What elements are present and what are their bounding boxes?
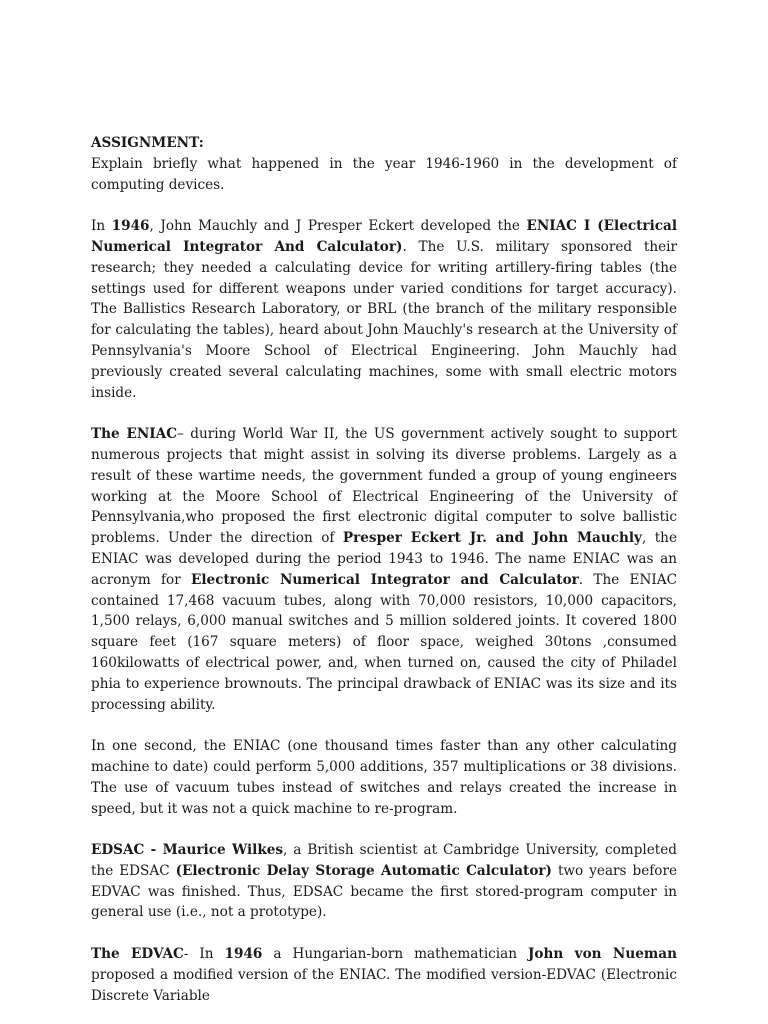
text-run: . The U.S. military sponsored their research; they needed a calculating device for writing artillery-firing tables (the settings used for different weapons under varied conditions for target accuracy). The Ballistics Research Laboratory, or BRL (the branch of the military responsible for calculating the tables), heard about John Mauchly's research at the University of Pennsylvania's Moore School of Electrical Engineering. John Mauchly had previously created several calculating machines, some with small electric motors inside. xyxy=(91,238,677,401)
paragraph-eniac-speed xyxy=(91,736,677,819)
bold-text: The ENIAC xyxy=(91,426,178,443)
text-run: – during World War II, the US government actively sought to support numerous projects that might assist in solving its diverse problems. Largely as a result of these wartime needs, the government funded a group of young engineers working at the Moore School of Electrical Engineering of the University of Pennsylvania,who proposed the first electronic digital computer to solve ballistic problems. Under the direction of xyxy=(91,426,677,547)
text-run: a Hungarian-born mathematician xyxy=(262,946,528,963)
text-run: - In xyxy=(183,946,225,963)
text-run: proposed a modified version of the ENIAC. The modified version-EDVAC (Electronic Discrete Variable xyxy=(91,966,677,1004)
bold-text: ENIAC I (Electrical Numerical Integrator And Calculator) xyxy=(91,218,677,255)
bold-text: EDSAC - Maurice Wilkes xyxy=(91,842,284,859)
bold-text: Electronic Numerical Integrator and Calculator xyxy=(191,571,579,588)
text-run: In xyxy=(91,218,112,235)
bold-text: Presper Eckert Jr. and John Mauchly xyxy=(342,530,642,547)
text-run: , John Mauchly and J Presper Eckert developed the xyxy=(149,218,527,235)
text-run: , the ENIAC was developed during the period 1943 to 1946. The name ENIAC was an acronym for xyxy=(91,530,677,588)
assignment-heading: ASSIGNMENT: xyxy=(91,135,204,151)
paragraph-edvac xyxy=(91,944,677,1006)
paragraph-edsac xyxy=(91,840,677,923)
assignment-question: Explain briefly what happened in the year 1946-1960 in the development of computing devices. xyxy=(91,155,677,193)
bold-text: (Electronic Delay Storage Automatic Calculator) xyxy=(175,862,552,879)
document-page xyxy=(91,133,677,1006)
bold-text: 1946 xyxy=(111,218,150,235)
text-run: In one second, the ENIAC (one thousand times faster than any other calculating machine to date) could perform 5,000 additions, 357 multiplications or 38 divisions. The use of vacuum tubes instead of switches and relays created the increase in speed, but it was not a quick machine to re-program. xyxy=(91,738,677,817)
paragraph-eniac-i xyxy=(91,216,677,403)
text-run: . The ENIAC contained 17,468 vacuum tubes, along with 70,000 resistors, 10,000 capacitors, 1,500 relays, 6,000 manual switches and 5 million soldered joints. It covered 1800 square feet (167 square meters) of floor space, weighed 30tons ,consumed 160kilowatts of electrical power, and, when turned on, caused the city of Philadel phia to experience brownouts. The principal drawback of ENIAC was its size and its processing ability. xyxy=(91,571,677,713)
paragraph-the-eniac xyxy=(91,424,677,715)
text-run: , a British scientist at Cambridge University, completed the EDSAC xyxy=(91,842,677,879)
document-body xyxy=(91,216,677,1006)
bold-text: John von Nueman xyxy=(528,946,677,963)
text-run: two years before EDVAC was finished. Thus, EDSAC became the first stored-program computer in general use (i.e., not a prototype). xyxy=(91,862,677,921)
bold-text: 1946 xyxy=(224,946,263,963)
bold-text: The EDVAC xyxy=(91,946,184,963)
